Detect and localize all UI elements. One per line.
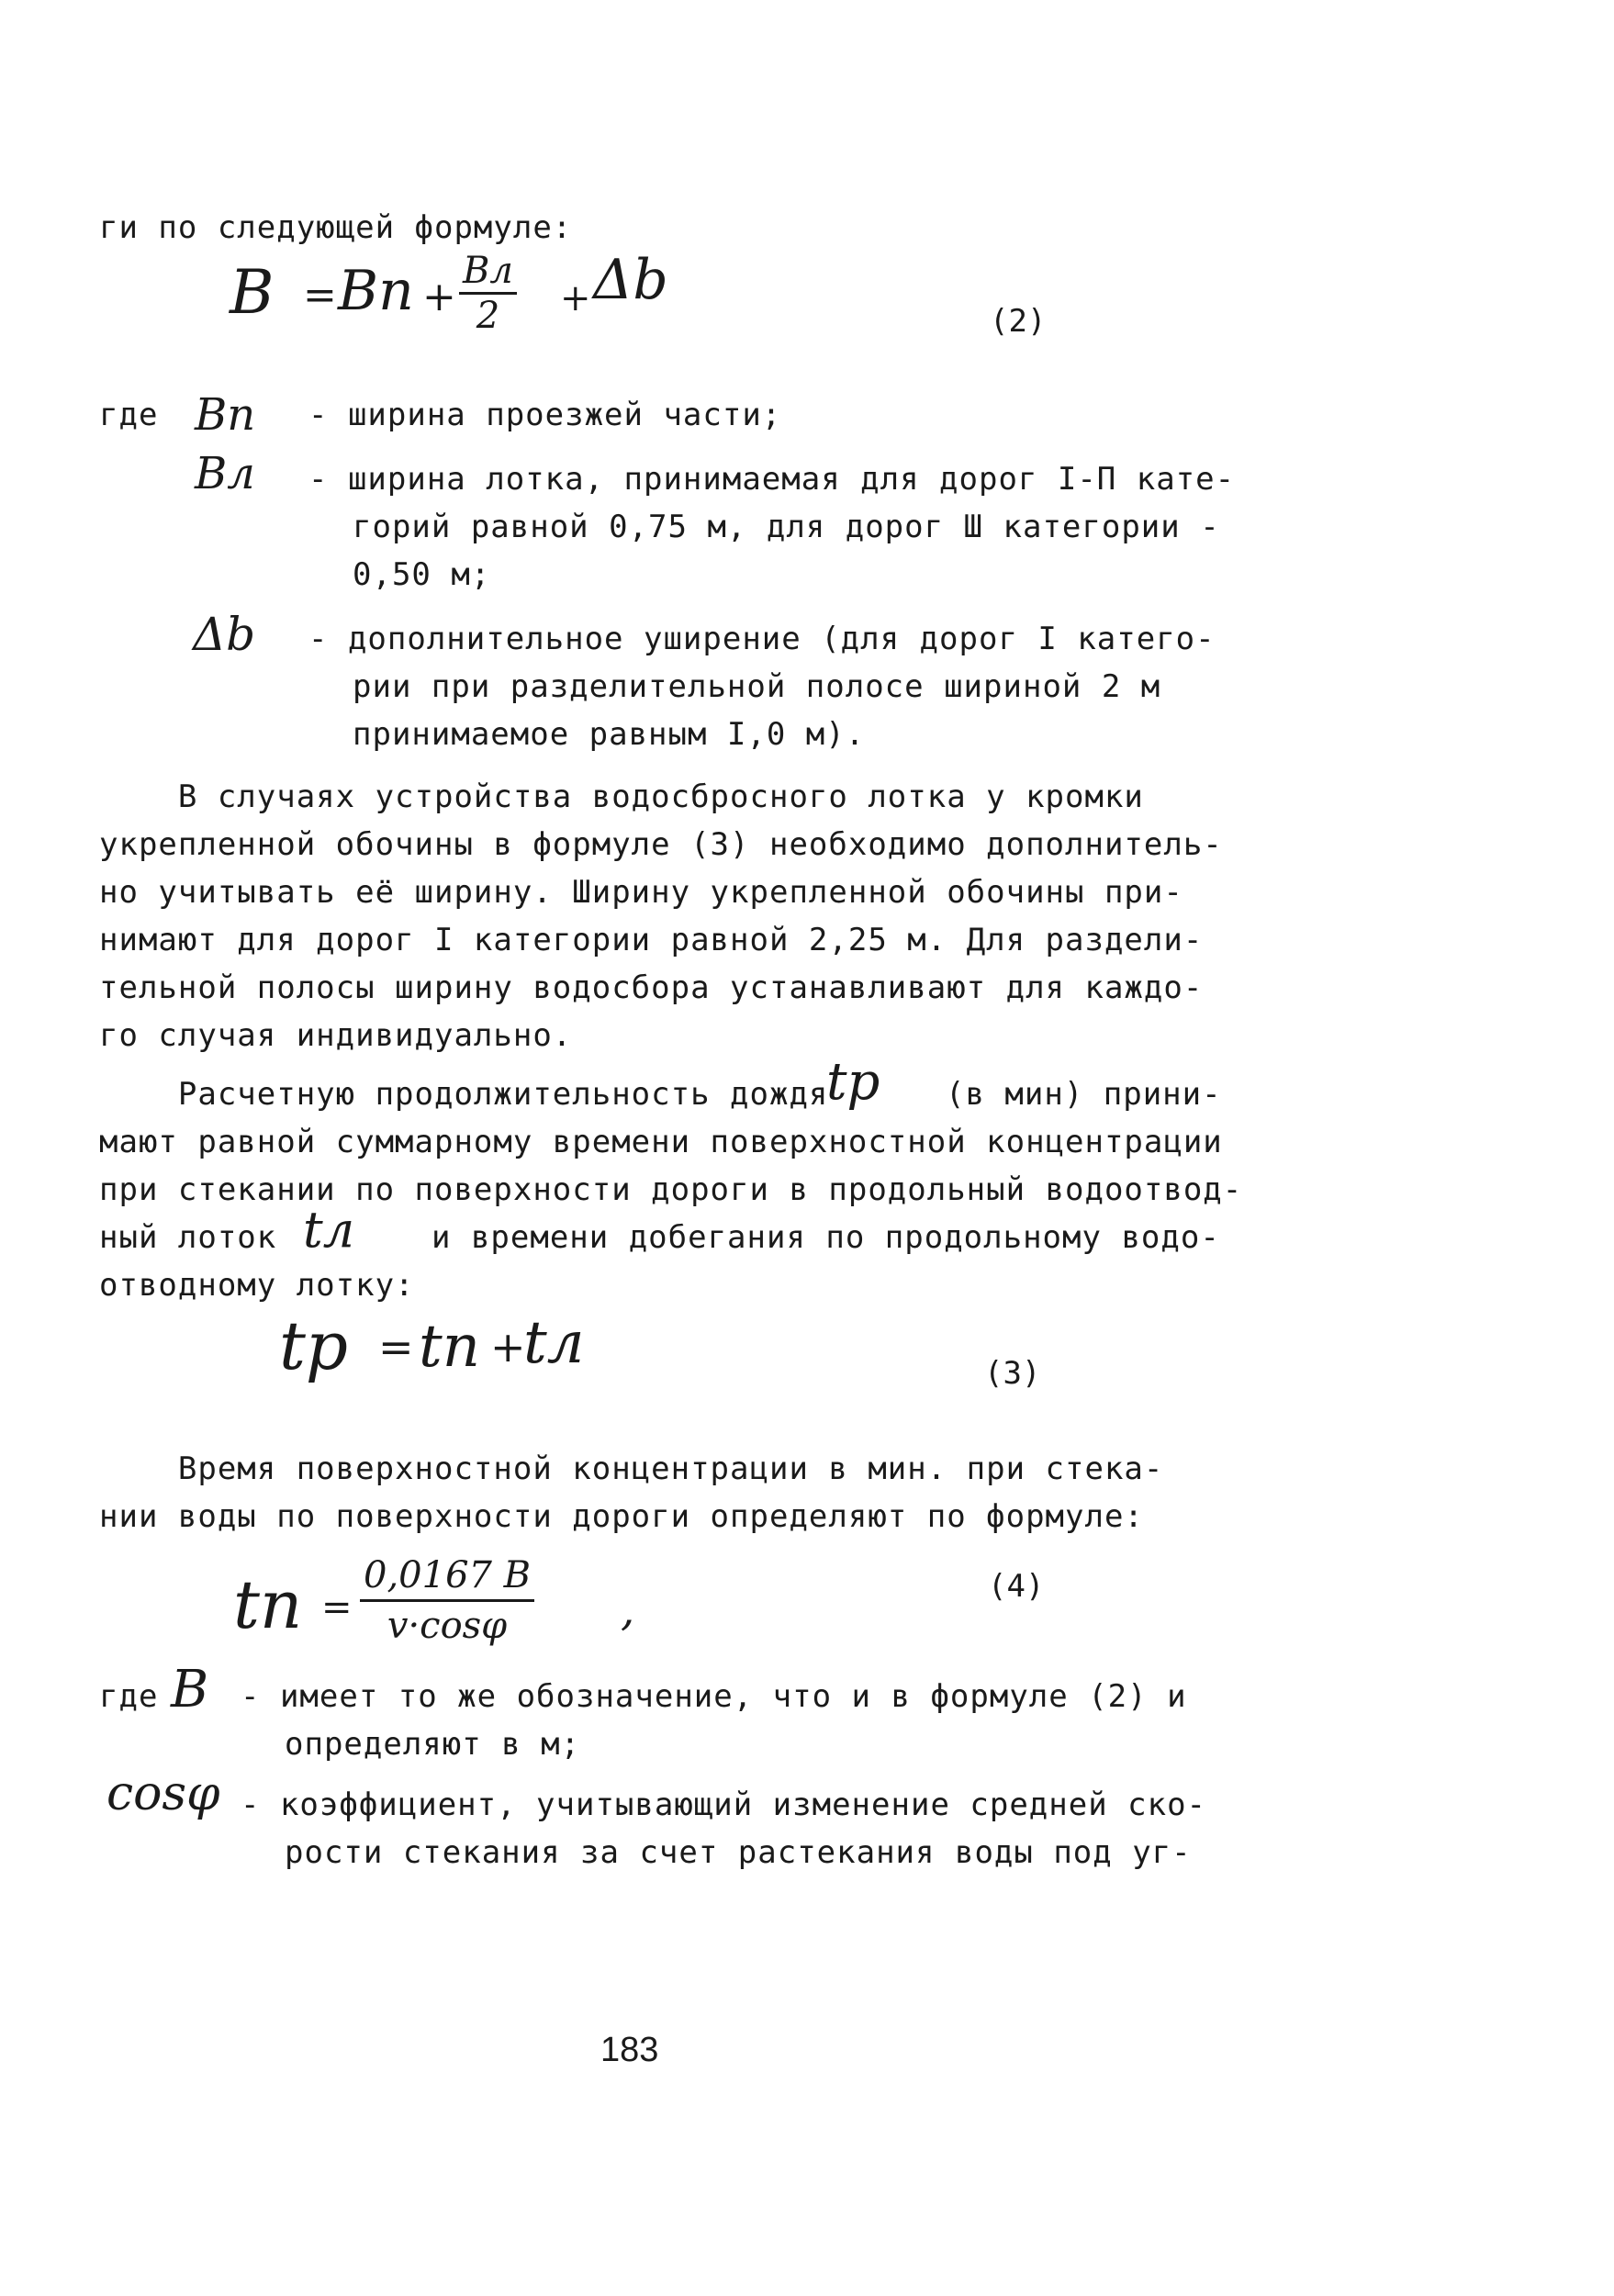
def-symbol-b: B <box>171 1660 209 1719</box>
eq3-equals: = <box>378 1322 414 1372</box>
def-symbol-db: Δb <box>193 608 256 661</box>
eq3-term2: tл <box>523 1309 585 1377</box>
eq2-frac-num: Bл <box>459 250 517 295</box>
para3-line: нии воды по поверхности дороги определяют по формуле: <box>99 1498 1144 1535</box>
para1-line: В случаях устройства водосбросного лотка у кромки <box>99 778 1144 815</box>
eq3-number: (3) <box>984 1355 1041 1392</box>
def-db-line1: - дополнительное уширение (для дорог I катего- <box>308 621 1216 657</box>
para1-line: укрепленной обочины в формуле (3) необходимо дополнитель- <box>99 826 1223 863</box>
eq4-frac-den: v·cosφ <box>387 1605 508 1647</box>
where-label: где <box>99 397 159 433</box>
eq2-lhs: B <box>230 257 275 328</box>
eq2-number: (2) <box>990 303 1047 340</box>
where-label: где <box>99 1678 159 1715</box>
para1-line: нимают для дорог I категории равной 2,25 м. Для раздели- <box>99 922 1204 958</box>
eq4-frac-num: 0,0167 B <box>360 1551 534 1602</box>
symbol-tp-inline: tp <box>826 1052 880 1112</box>
eq2-fraction <box>459 250 517 337</box>
eq4-number: (4) <box>988 1568 1045 1605</box>
para1-line: но учитывать её ширину. Ширину укрепленной обочины при- <box>99 874 1183 911</box>
para2-line5: отводному лотку: <box>99 1267 415 1304</box>
eq2-term1: Bп <box>338 259 414 323</box>
eq2-equals: = <box>303 272 337 319</box>
eq3-lhs: tp <box>279 1307 349 1384</box>
def-symbol-cosphi: cosφ <box>106 1766 220 1821</box>
para2-line1a: Расчетную продолжительность дождя <box>99 1076 829 1113</box>
def-bl-line3: 0,50 м; <box>353 556 491 593</box>
eq3-plus: + <box>490 1322 526 1372</box>
def-db-line3: принимаемое равным I,0 м). <box>353 716 866 753</box>
para1-line: го случая индивидуально. <box>99 1017 573 1054</box>
para2-line1b: (в мин) прини- <box>946 1076 1222 1113</box>
para1-line: тельной полосы ширину водосбора устанавливают для каждо- <box>99 969 1204 1006</box>
def-bl-line2: горий равной 0,75 м, для дорог Ш категории - <box>353 509 1220 545</box>
def-bp-line1: - ширина проезжей части; <box>308 397 782 433</box>
def-bl-line1: - ширина лотка, принимаемая для дорог I-П кате- <box>308 461 1236 498</box>
def-b-line1: - имеет то же обозначение, что и в формуле (2) и <box>241 1678 1187 1715</box>
eq2-plus1: + <box>422 274 456 320</box>
para2-line4b: и времени добегания по продольному водо- <box>432 1219 1220 1256</box>
para3-line: Время поверхностной концентрации в мин. при стека- <box>99 1450 1164 1487</box>
def-symbol-bl: Bл <box>195 448 255 499</box>
def-cosphi-line2: рости стекания за счет растекания воды под уг- <box>285 1834 1192 1871</box>
def-db-line2: рии при разделительной полосе шириной 2 м <box>353 668 1161 705</box>
symbol-tl-inline: tл <box>303 1201 355 1259</box>
def-b-line2: определяют в м; <box>285 1726 581 1763</box>
para2-line3: при стекании по поверхности дороги в продольный водоотвод- <box>99 1171 1243 1208</box>
eq2-term3: Δb <box>593 248 668 312</box>
eq4-equals: = <box>321 1586 353 1629</box>
eq4-comma: , <box>621 1585 635 1636</box>
eq2-plus2: + <box>560 277 591 319</box>
eq3-term1: tп <box>419 1313 480 1381</box>
page-number: 183 <box>600 2031 659 2069</box>
eq2-frac-den: 2 <box>476 295 500 337</box>
eq4-lhs: tп <box>233 1566 303 1643</box>
para2-line4a: ный лоток <box>99 1219 277 1256</box>
eq4-fraction <box>360 1551 534 1650</box>
def-symbol-bp: Bп <box>195 389 256 441</box>
intro-text: ги по следующей формуле: <box>99 209 573 246</box>
def-cosphi-line1: - коэффициент, учитывающий изменение средней ско- <box>241 1786 1207 1823</box>
para2-line2: мают равной суммарному времени поверхностной концентрации <box>99 1124 1223 1160</box>
